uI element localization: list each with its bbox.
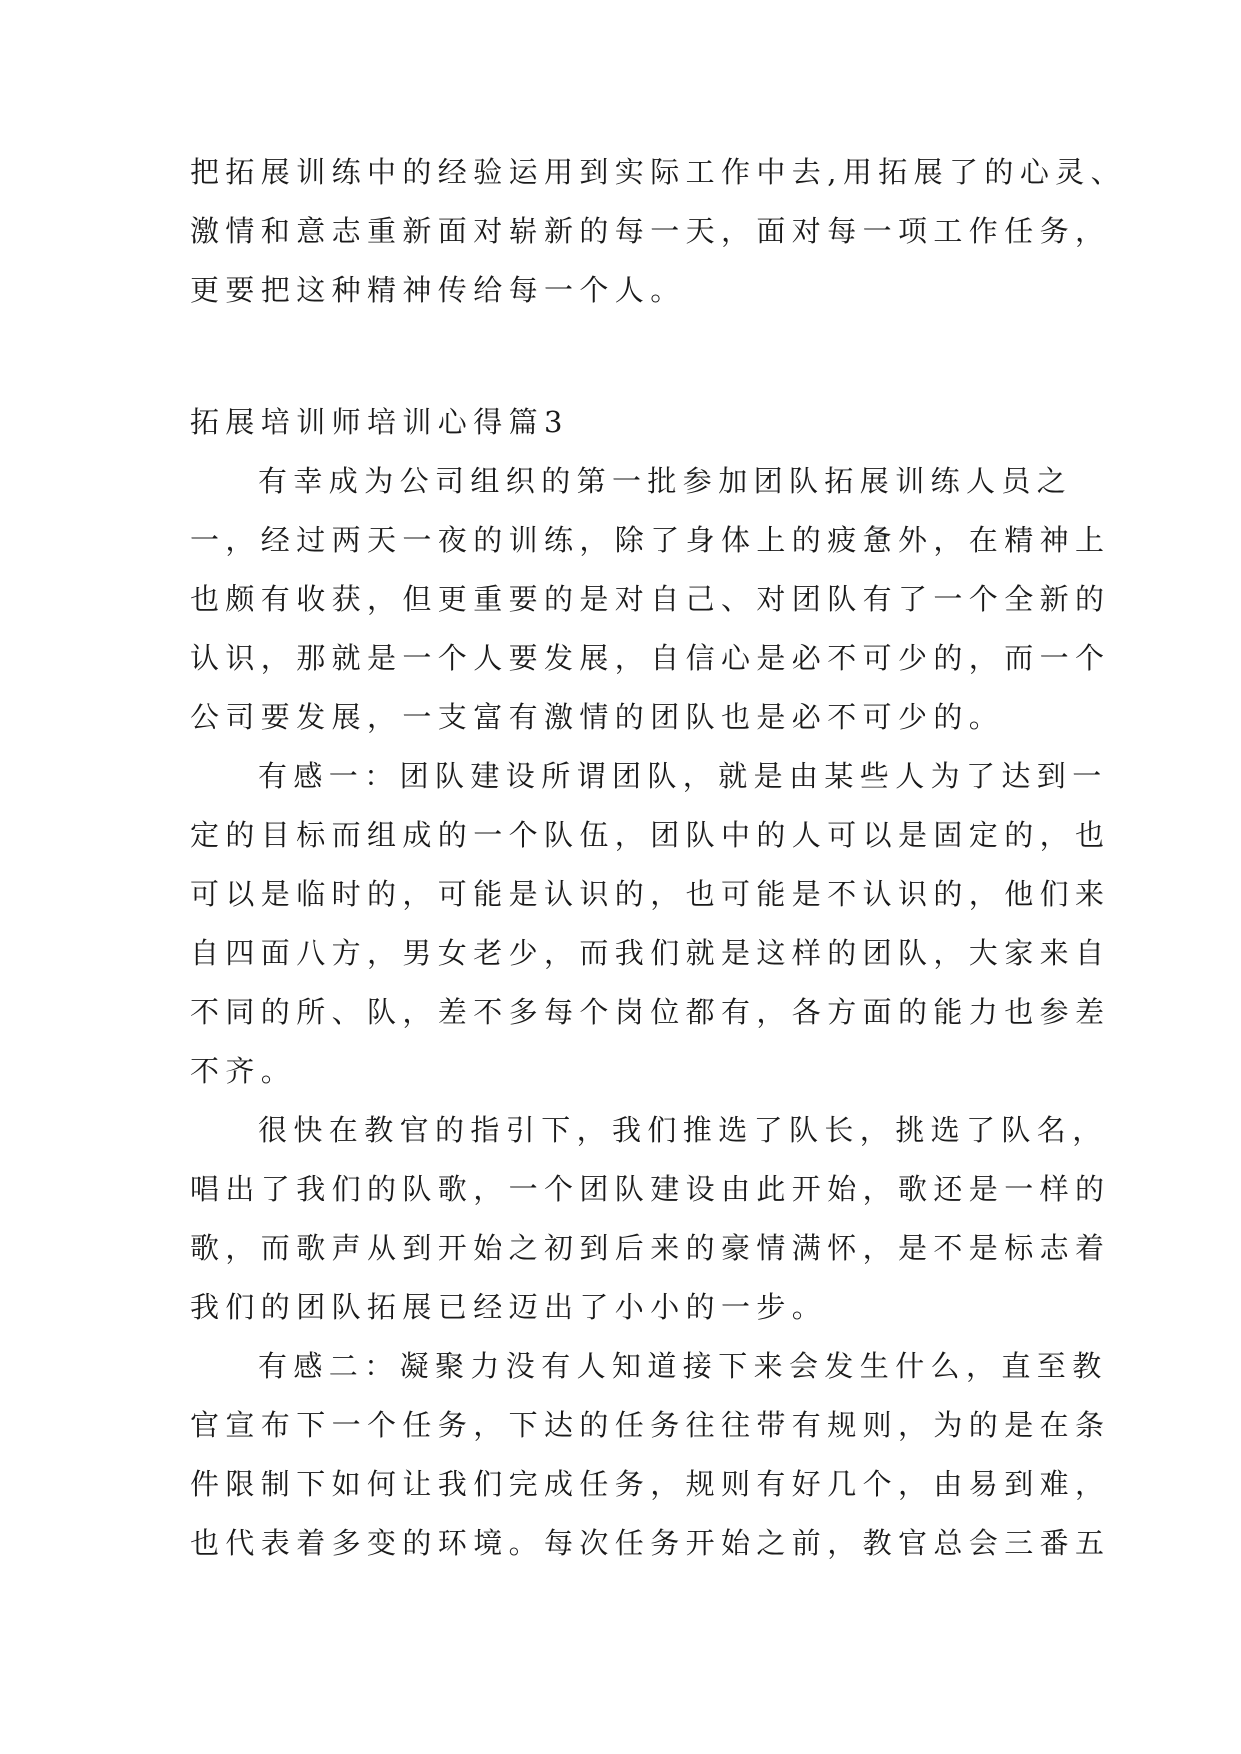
paragraph-line: 定的目标而组成的一个队伍，团队中的人可以是固定的，也 <box>190 818 1111 852</box>
paragraph-line: 有感二：凝聚力没有人知道接下来会发生什么，直至教 <box>258 1349 1108 1383</box>
paragraph-line: 官宣布下一个任务，下达的任务往往带有规则，为的是在条 <box>190 1408 1111 1442</box>
paragraph-line: 不同的所、队，差不多每个岗位都有，各方面的能力也参差 <box>190 995 1111 1029</box>
paragraph-line: 不齐。 <box>190 1054 297 1088</box>
section-title: 拓展培训师培训心得篇3 <box>190 405 569 439</box>
paragraph-line: 一，经过两天一夜的训练，除了身体上的疲惫外，在精神上 <box>190 523 1111 557</box>
paragraph-line: 也代表着多变的环境。每次任务开始之前，教官总会三番五 <box>190 1526 1111 1560</box>
paragraph-line: 可以是临时的，可能是认识的，也可能是不认识的，他们来 <box>190 877 1111 911</box>
paragraph-line: 更要把这种精神传给每一个人。 <box>190 273 686 307</box>
paragraph-line: 认识，那就是一个人要发展，自信心是必不可少的，而一个 <box>190 641 1111 675</box>
paragraph-line: 公司要发展，一支富有激情的团队也是必不可少的。 <box>190 700 1005 734</box>
paragraph-line: 自四面八方，男女老少，而我们就是这样的团队，大家来自 <box>190 936 1111 970</box>
paragraph-line: 很快在教官的指引下，我们推选了队长，挑选了队名， <box>258 1113 1108 1147</box>
paragraph-line: 也颇有收获，但更重要的是对自己、对团队有了一个全新的 <box>190 582 1111 616</box>
paragraph-line: 唱出了我们的队歌，一个团队建设由此开始，歌还是一样的 <box>190 1172 1111 1206</box>
paragraph-line: 我们的团队拓展已经迈出了小小的一步。 <box>190 1290 828 1324</box>
paragraph-line: 有感一：团队建设所谓团队，就是由某些人为了达到一 <box>258 759 1108 793</box>
paragraph-line: 有幸成为公司组织的第一批参加团队拓展训练人员之 <box>258 464 1073 498</box>
paragraph-line: 把拓展训练中的经验运用到实际工作中去,用拓展了的心灵、 <box>190 155 1127 189</box>
paragraph-line: 歌，而歌声从到开始之初到后来的豪情满怀，是不是标志着 <box>190 1231 1111 1265</box>
paragraph-line: 激情和意志重新面对崭新的每一天，面对每一项工作任务， <box>190 214 1111 248</box>
paragraph-line: 件限制下如何让我们完成任务，规则有好几个，由易到难， <box>190 1467 1111 1501</box>
